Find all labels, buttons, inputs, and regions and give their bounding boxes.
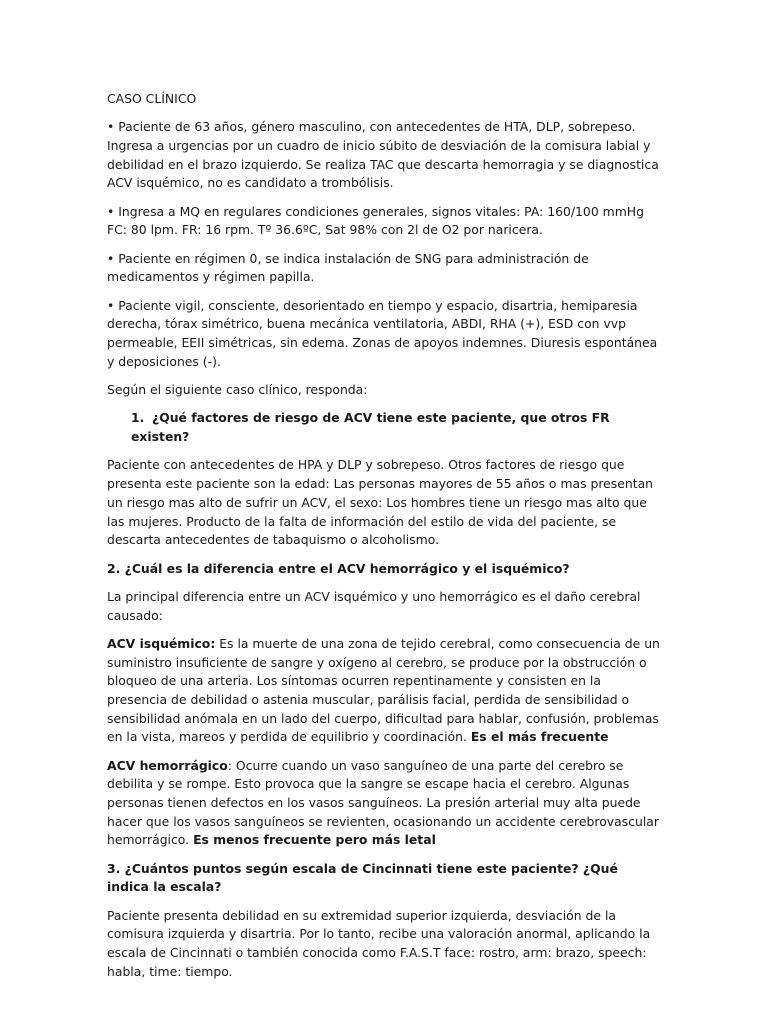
- case-paragraph-2: • Ingresa a MQ en regulares condiciones generales, signos vitales: PA: 160/100 mmHg FC: 80 lpm. FR: 16 rpm. Tº 36.6ºC, Sat 98% con 2l de O2 por naricera.: [107, 203, 644, 238]
- case-paragraph-3: • Paciente en régimen 0, se indica instalación de SNG para administración de medicamentos y régimen papilla.: [107, 250, 589, 285]
- hemorrhagic-label: ACV hemorrágico: [107, 757, 228, 773]
- answer-3: Paciente presenta debilidad en su extremidad superior izquierda, desviación de la comisura izquierda y disartria. Por lo tanto, recibe una valoración anormal, aplicando la escala de Cincinnati o también conocida como F.A.S.T face: rostro, arm: brazo, speech: habla, time: tiempo.: [107, 907, 651, 979]
- question-1: [107, 409, 663, 446]
- question-2: [107, 560, 663, 579]
- answer-2-hemorrhagic: [107, 757, 663, 851]
- case-paragraph-1: • Paciente de 63 años, género masculino, con antecedentes de HTA, DLP, sobrepeso. Ingresa a urgencias por un cuadro de inicio súbito de desviación de la comisura labial y debilidad en el brazo izquierdo. Se realiza TAC que descarta hemorragia y se diagnostica ACV isquémico, no es candidato a trombólisis.: [107, 119, 659, 191]
- question-2-text: 2. ¿Cuál es la diferencia entre el ACV hemorrágico y el isquémico?: [107, 560, 570, 576]
- case-paragraph-4: • Paciente vigil, consciente, desorientado en tiempo y espacio, disartria, hemiparesia derecha, tórax simétrico, buena mecánica ventilatoria, ABDI, RHA (+), ESD con vvp permeable, EEII simétricas, sin edema. Zonas de apoyos indemnes. Diuresis espontánea y deposiciones (-).: [107, 297, 658, 369]
- answer-1: Paciente con antecedentes de HPA y DLP y sobrepeso. Otros factores de riesgo que presenta este paciente son la edad: Las personas mayores de 55 años o mas presentan un riesgo mas alto de sufrir un ACV, el sexo: Los hombres tiene un riesgo mas alto que las mujeres. Producto de la falta de información del estilo de vida del paciente, se descarta antecedentes de tabaquismo o alcoholismo.: [107, 457, 654, 548]
- document-title: CASO CLÍNICO: [107, 91, 197, 106]
- ischemic-text: Es la muerte de una zona de tejido cerebral, como consecuencia de un suministro insuficiente de sangre y oxígeno al cerebro, se produce por la obstrucción o bloqueo de una arteria. Los síntomas ocurren repentinamente y consisten en la presencia de debilidad o astenia muscular, parálisis facial, perdida de sensibilidad o sensibilidad anómala en un lado del cuerpo, dificultad para hablar, confusión, problemas en la vista, mareos y perdida de equilibrio y coordinación.: [107, 635, 660, 745]
- question-3: [107, 860, 663, 897]
- question-3-text: 3. ¿Cuántos puntos según escala de Cincinnati tiene este paciente? ¿Qué indica la escala?: [107, 860, 618, 895]
- instructions: Según el siguiente caso clínico, responda:: [107, 382, 368, 398]
- answer-2-ischemic: [107, 635, 663, 747]
- document-page: [107, 90, 663, 991]
- hemorrhagic-conclusion: Es menos frecuente pero más letal: [193, 832, 436, 848]
- question-1-number: 1.: [131, 410, 145, 426]
- ischemic-conclusion: Es el más frecuente: [470, 729, 609, 745]
- answer-2-intro: La principal diferencia entre un ACV isquémico y uno hemorrágico es el daño cerebral causado:: [107, 588, 641, 623]
- ischemic-label: ACV isquémico:: [107, 635, 216, 651]
- question-1-text: ¿Qué factores de riesgo de ACV tiene este paciente, que otros FR existen?: [131, 410, 610, 445]
- hemorrhagic-text: : Ocurre cuando un vaso sanguíneo de una parte del cerebro se debilita y se rompe. Esto provoca que la sangre se escape hacia el cerebro. Algunas personas tienen defectos en los vasos sanguíneos. La presión arterial muy alta puede hacer que los vasos sanguíneos se revienten, ocasionando un accidente cerebrovascular hemorrágico.: [107, 757, 659, 848]
